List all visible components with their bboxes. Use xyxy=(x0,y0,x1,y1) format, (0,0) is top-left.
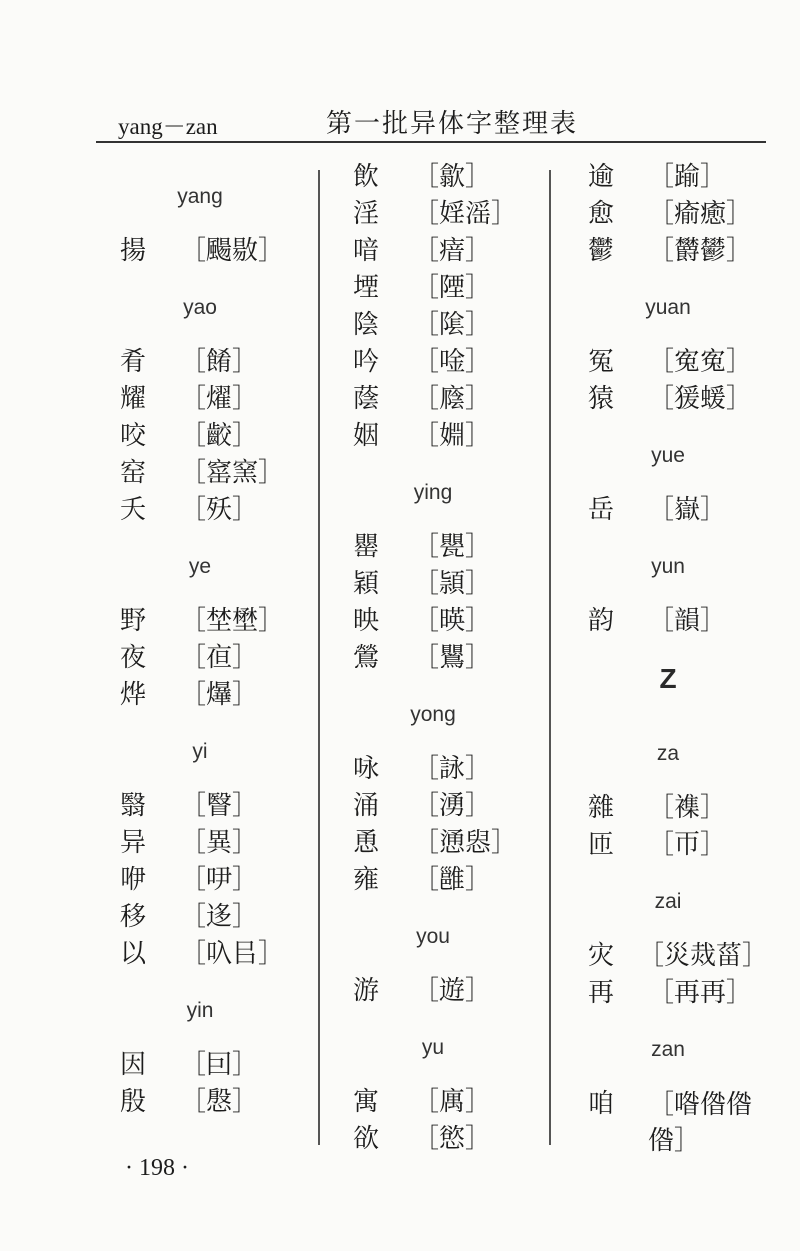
variant-chars: ［唫］ xyxy=(413,347,492,377)
entry-row xyxy=(588,345,768,382)
standard-char: 窑 xyxy=(120,458,147,488)
variant-chars: ［慾］ xyxy=(413,1124,492,1154)
standard-char: 姻 xyxy=(353,421,380,451)
entry-row xyxy=(588,234,768,271)
entry-row xyxy=(353,382,533,419)
page-number: · 198 · xyxy=(125,1155,189,1181)
standard-char: 耀 xyxy=(120,384,147,414)
variant-chars: ［猨蝯］ xyxy=(648,384,753,414)
entry-row xyxy=(353,641,533,678)
entry-row xyxy=(120,789,300,826)
standard-char: 夭 xyxy=(120,495,147,525)
column-2 xyxy=(353,160,533,1159)
column-1 xyxy=(120,160,300,1122)
variant-chars: ［吚］ xyxy=(180,865,259,895)
variant-chars: ［踰］ xyxy=(648,162,727,192)
pinyin-heading: yao xyxy=(183,296,217,319)
entry-row xyxy=(588,197,768,234)
standard-char: 殷 xyxy=(120,1087,147,1117)
standard-char: 咿 xyxy=(120,865,147,895)
pinyin-heading: you xyxy=(416,925,450,948)
standard-char: 穎 xyxy=(353,569,380,599)
entry-row xyxy=(120,234,300,271)
pinyin-heading: yu xyxy=(421,1036,445,1059)
variant-chars: ［迻］ xyxy=(180,902,259,932)
standard-char: 雜 xyxy=(588,793,615,823)
standard-char: 灾 xyxy=(588,941,615,971)
variant-chars: ［鸎］ xyxy=(413,643,492,673)
entry-row xyxy=(588,604,768,641)
standard-char: 韵 xyxy=(588,606,615,636)
standard-char: 猿 xyxy=(588,384,615,414)
entry-row xyxy=(120,493,300,530)
entry-row xyxy=(353,1085,533,1122)
variant-chars: ［暎］ xyxy=(413,606,492,636)
entry-row xyxy=(120,604,300,641)
standard-char: 涌 xyxy=(353,791,380,821)
variant-chars: ［婣］ xyxy=(413,421,492,451)
section-letter: Z xyxy=(659,663,677,694)
variant-chars: ［颺敭］ xyxy=(180,236,285,266)
entry-row xyxy=(120,456,300,493)
variant-chars: ［瞖］ xyxy=(180,791,259,821)
variant-chars: ［嶽］ xyxy=(648,495,727,525)
entry-row xyxy=(353,567,533,604)
variant-chars: ［燿］ xyxy=(180,384,259,414)
standard-char: 夜 xyxy=(120,643,147,673)
variant-chars: ［爗］ xyxy=(180,680,259,710)
entry-row xyxy=(120,1085,300,1122)
pinyin-heading: za xyxy=(656,742,680,765)
variant-chars: ［甖］ xyxy=(413,532,492,562)
standard-char: 揚 xyxy=(120,236,147,266)
variant-chars: ［廕］ xyxy=(413,384,492,414)
variant-chars: ［婬滛］ xyxy=(413,199,518,229)
entry-row xyxy=(588,939,768,976)
standard-char: 吟 xyxy=(353,347,380,377)
standard-char: 映 xyxy=(353,606,380,636)
entry-row xyxy=(353,974,533,1011)
pinyin-heading: zai xyxy=(654,890,682,913)
entry-row xyxy=(588,1087,768,1161)
entry-row xyxy=(120,937,300,974)
entry-row xyxy=(120,1048,300,1085)
entry-row xyxy=(353,345,533,382)
header-rule xyxy=(96,141,766,143)
pinyin-heading: yin xyxy=(186,999,214,1022)
column-divider xyxy=(318,170,320,1145)
variant-chars: ［陻］ xyxy=(413,273,492,303)
entry-row xyxy=(353,271,533,308)
standard-char: 翳 xyxy=(120,791,147,821)
standard-char: 雍 xyxy=(353,865,380,895)
standard-char: 咏 xyxy=(353,754,380,784)
column-3 xyxy=(588,160,768,1161)
variant-chars: ［帀］ xyxy=(648,830,727,860)
running-header xyxy=(96,100,766,142)
entry-row xyxy=(120,678,300,715)
standard-char: 鬱 xyxy=(588,236,615,266)
pinyin-heading: yun xyxy=(651,555,685,578)
variant-chars: ［齩］ xyxy=(180,421,259,451)
entry-row xyxy=(353,826,533,863)
entry-row xyxy=(353,604,533,641)
variant-chars: ［囙］ xyxy=(180,1050,259,1080)
variant-chars: ［寃寃］ xyxy=(648,347,753,377)
standard-char: 愈 xyxy=(588,199,615,229)
variant-chars: ［喒偺偺偺］ xyxy=(648,1090,753,1156)
entry-row xyxy=(353,308,533,345)
entry-row xyxy=(353,197,533,234)
entry-row xyxy=(588,493,768,530)
pinyin-heading: yue xyxy=(651,444,685,467)
standard-char: 因 xyxy=(120,1050,147,1080)
entry-row xyxy=(588,976,768,1013)
standard-char: 烨 xyxy=(120,680,147,710)
standard-char: 再 xyxy=(588,978,615,1008)
standard-char: 喑 xyxy=(353,236,380,266)
entry-row xyxy=(353,234,533,271)
standard-char: 堙 xyxy=(353,273,380,303)
standard-char: 岳 xyxy=(588,495,615,525)
pinyin-heading: zan xyxy=(651,1038,685,1061)
entry-row xyxy=(120,863,300,900)
variant-chars: ［歙］ xyxy=(413,162,492,192)
standard-char: 肴 xyxy=(120,347,147,377)
variant-chars: ［韻］ xyxy=(648,606,727,636)
variant-chars: ［庽］ xyxy=(413,1087,492,1117)
entry-row xyxy=(353,789,533,826)
variant-chars: ［亱］ xyxy=(180,643,259,673)
pinyin-heading: ye xyxy=(188,555,212,578)
variant-chars: ［詠］ xyxy=(413,754,492,784)
variant-chars: ［窰窯］ xyxy=(180,458,285,488)
variant-chars: ［隂］ xyxy=(413,310,492,340)
pinyin-heading: ying xyxy=(413,481,453,504)
variant-chars: ［頴］ xyxy=(413,569,492,599)
entry-row xyxy=(120,419,300,456)
variant-chars: ［欝鬰］ xyxy=(648,236,753,266)
standard-char: 鶯 xyxy=(353,643,380,673)
variant-chars: ［餚］ xyxy=(180,347,259,377)
standard-char: 异 xyxy=(120,828,147,858)
variant-chars: ［湧］ xyxy=(413,791,492,821)
pinyin-heading: yong xyxy=(410,703,456,726)
standard-char: 以 xyxy=(120,939,147,969)
standard-char: 欲 xyxy=(353,1124,380,1154)
variant-chars: ［再再］ xyxy=(648,978,753,1008)
variant-chars: ［慂惥］ xyxy=(413,828,518,858)
pinyin-range: yang－zan xyxy=(118,114,218,139)
entry-row xyxy=(353,530,533,567)
standard-char: 恿 xyxy=(353,828,380,858)
entry-row xyxy=(353,160,533,197)
standard-char: 移 xyxy=(120,902,147,932)
standard-char: 冤 xyxy=(588,347,615,377)
page-title: 第一批异体字整理表 xyxy=(326,109,579,139)
standard-char: 逾 xyxy=(588,162,615,192)
variant-chars: ［瘉癒］ xyxy=(648,199,753,229)
standard-char: 淫 xyxy=(353,199,380,229)
standard-char: 咬 xyxy=(120,421,147,451)
variant-chars: ［殀］ xyxy=(180,495,259,525)
entry-row xyxy=(353,863,533,900)
standard-char: 寓 xyxy=(353,1087,380,1117)
entry-row xyxy=(353,419,533,456)
entry-row xyxy=(353,1122,533,1159)
standard-char: 咱 xyxy=(588,1089,615,1119)
entry-row xyxy=(588,791,768,828)
standard-char: 蔭 xyxy=(353,384,380,414)
entry-row xyxy=(588,828,768,865)
variant-chars: ［瘖］ xyxy=(413,236,492,266)
entry-row xyxy=(120,826,300,863)
pinyin-heading: yang xyxy=(177,185,223,208)
standard-char: 飲 xyxy=(353,162,380,192)
standard-char: 匝 xyxy=(588,830,615,860)
standard-char: 陰 xyxy=(353,310,380,340)
standard-char: 野 xyxy=(120,606,147,636)
variant-chars: ［異］ xyxy=(180,828,259,858)
entry-row xyxy=(120,382,300,419)
variant-chars: ［雝］ xyxy=(413,865,492,895)
entry-row xyxy=(588,160,768,197)
variant-chars: ［災烖菑］ xyxy=(637,941,768,971)
entry-row xyxy=(588,382,768,419)
entry-row xyxy=(120,345,300,382)
variant-chars: ［埜壄］ xyxy=(180,606,285,636)
variant-chars: ［叺㠯］ xyxy=(180,939,285,969)
pinyin-heading: yuan xyxy=(645,296,691,319)
variant-chars: ［遊］ xyxy=(413,976,492,1006)
variant-chars: ［襍］ xyxy=(648,793,727,823)
column-divider xyxy=(549,170,551,1145)
variant-chars: ［慇］ xyxy=(180,1087,259,1117)
entry-row xyxy=(120,641,300,678)
standard-char: 罌 xyxy=(353,532,380,562)
entry-row xyxy=(353,752,533,789)
standard-char: 游 xyxy=(353,976,380,1006)
pinyin-heading: yi xyxy=(192,740,208,763)
entry-row xyxy=(120,900,300,937)
